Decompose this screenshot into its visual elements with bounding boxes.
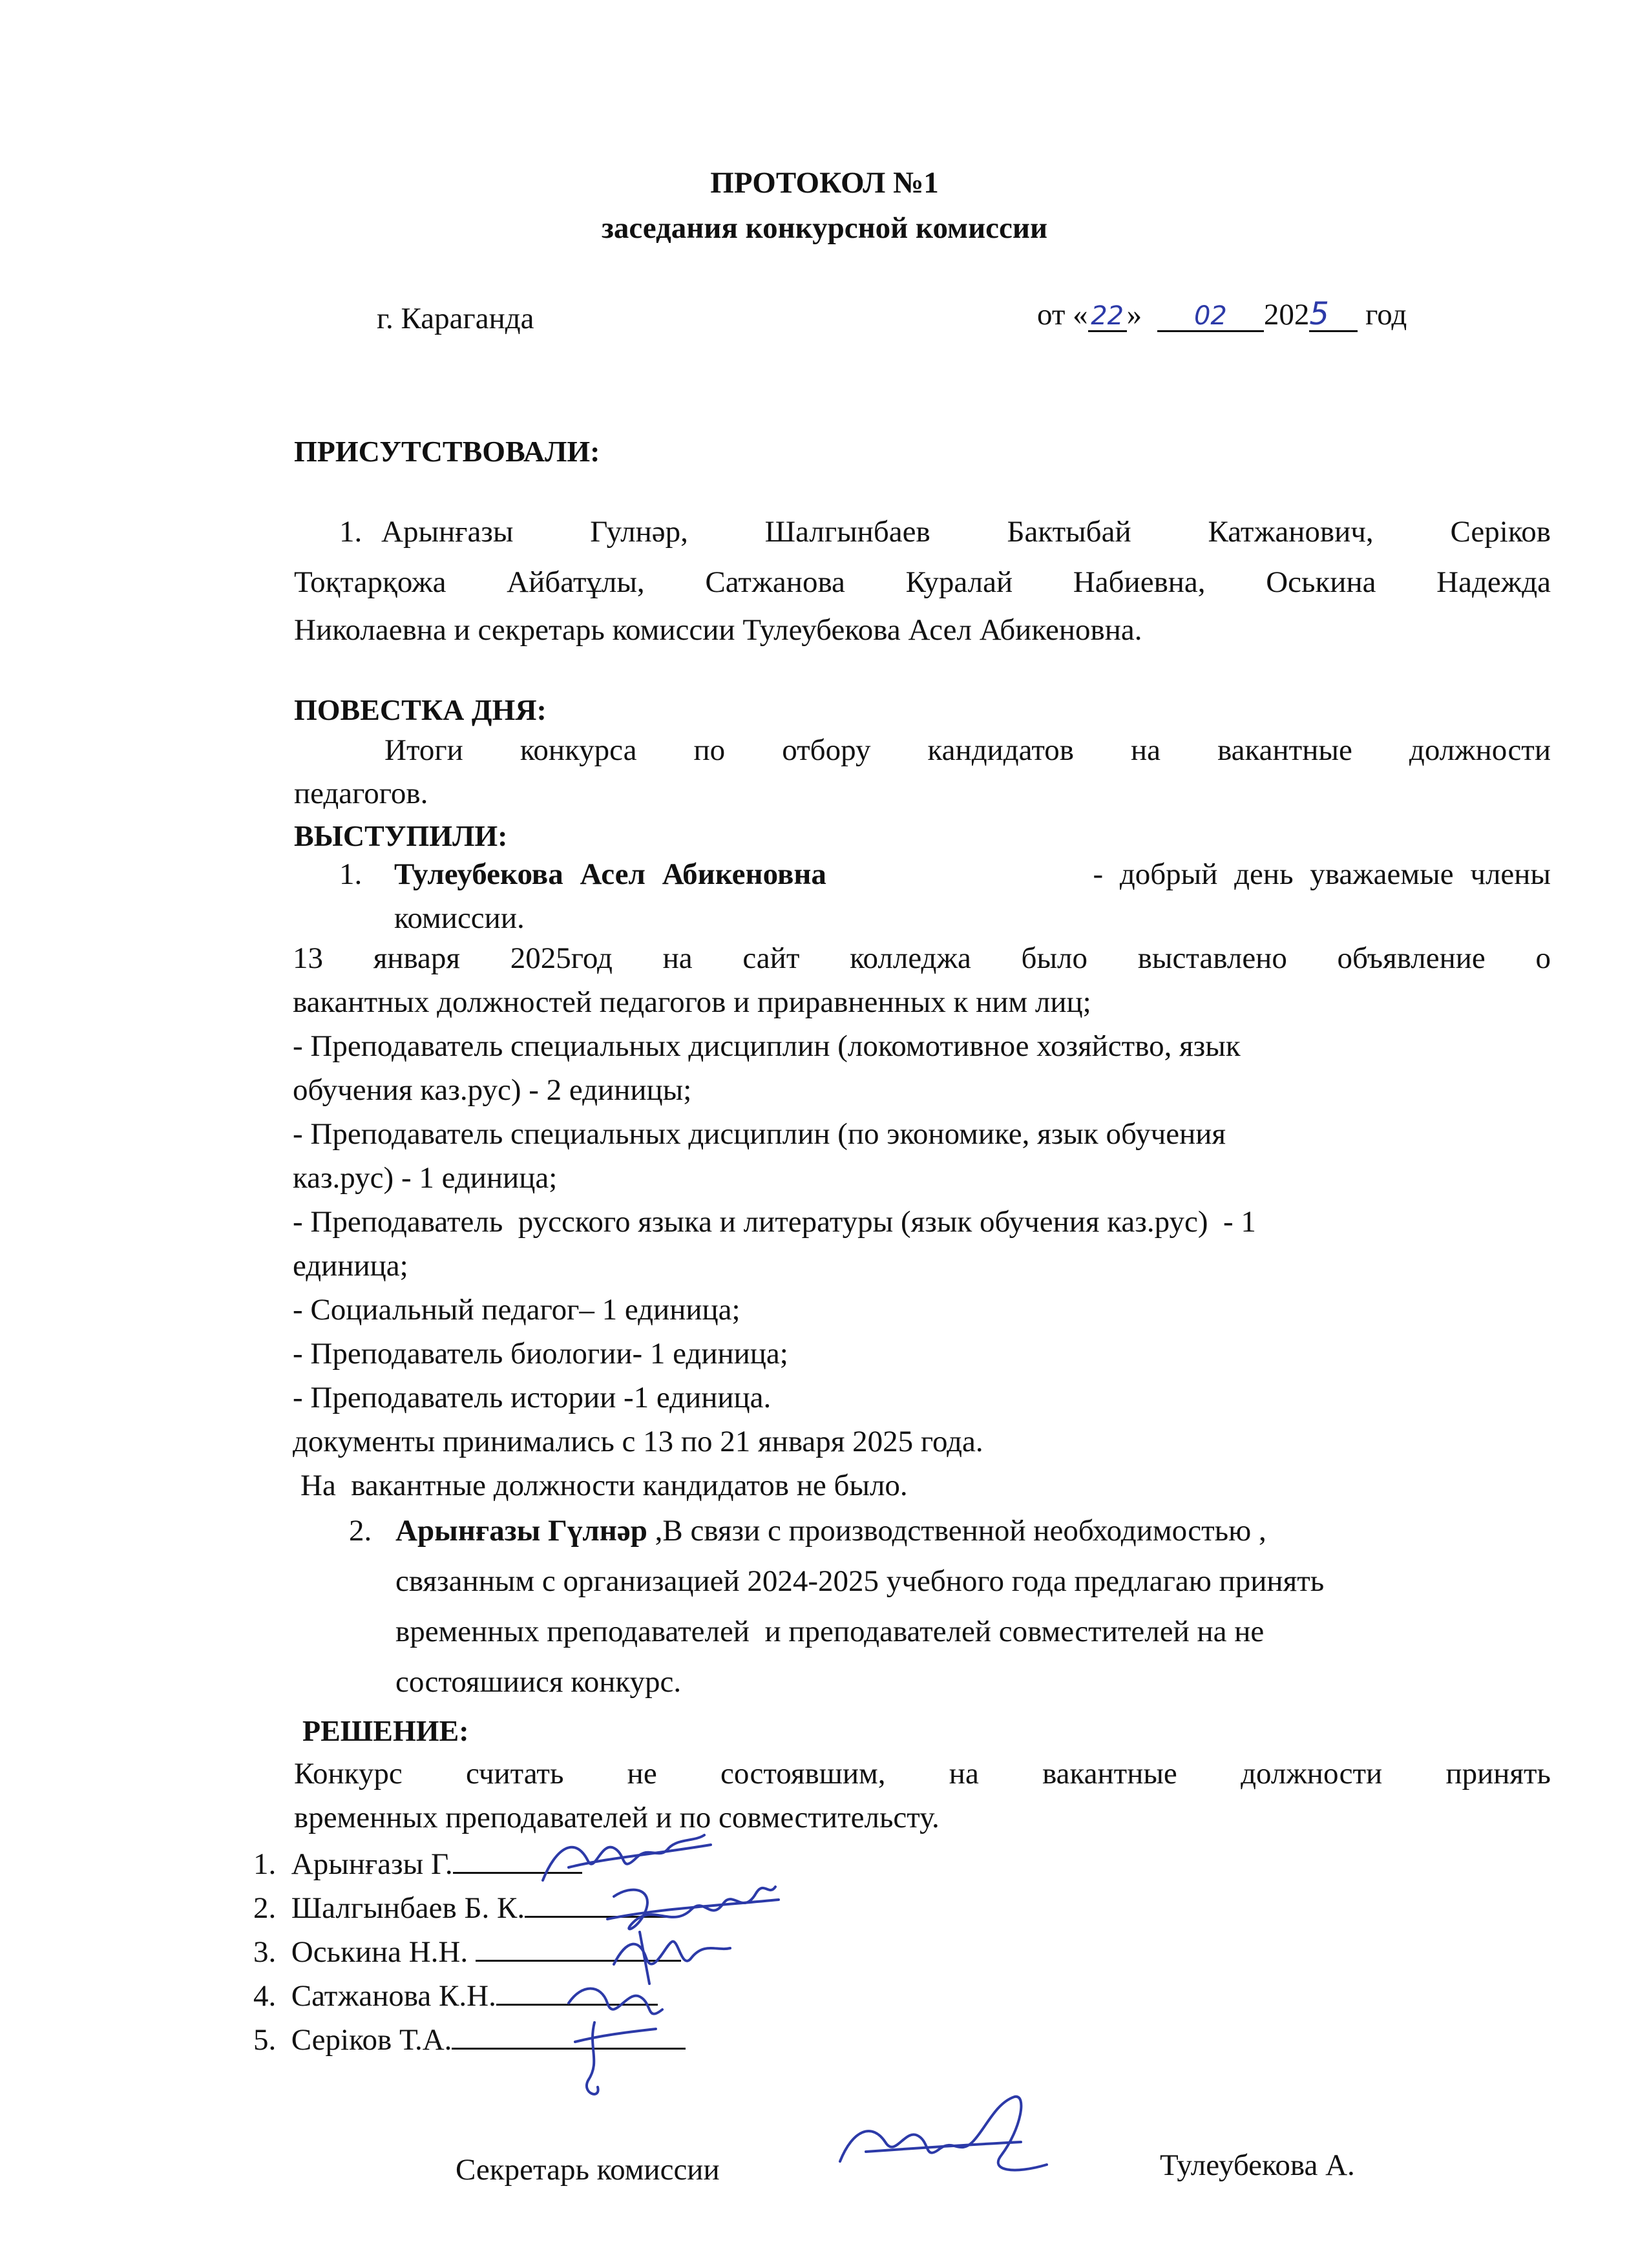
present-line-1: Арынғазы Гулнәр, Шалгынбаев Бактыбай Катжанович, Серіков [381, 515, 1551, 549]
decision-heading: РЕШЕНИЕ: [302, 1714, 469, 1747]
speaker2-text: ,В связи с производственной необходимостью , [647, 1514, 1266, 1548]
body-line-4: обучения каз.рус) - 2 единицы; [293, 1073, 692, 1107]
city: г. Караганда [377, 302, 534, 335]
signer-4-name: Сатжанова К.Н. [291, 1979, 496, 2013]
signature-4-icon [549, 1964, 678, 2106]
signer-4: 4. Сатжанова К.Н. [253, 1981, 658, 2011]
present-number: 1. [339, 515, 362, 549]
date-prefix: от « [1037, 298, 1088, 331]
signer-5-name: Серіков Т.А. [291, 2023, 452, 2057]
signer-3-name: Оськина Н.Н. [291, 1935, 468, 1969]
document-subtitle: заседания конкурсной комиссии [601, 211, 1048, 245]
date-month: 02 [1157, 300, 1264, 332]
body-line-9: - Социальный педагог– 1 единица; [293, 1293, 740, 1327]
speaker2-line-3: временных преподавателей и преподавателей совместителей на не [395, 1615, 1265, 1648]
date-mid: » [1126, 298, 1142, 331]
signer-5: 5. Серіков Т.А. [253, 2025, 686, 2055]
body-line-8: единица; [293, 1249, 408, 1283]
date-year-prefix: 202 [1263, 298, 1310, 331]
body-line-6: каз.рус) - 1 единица; [293, 1161, 558, 1195]
secretary-label: Секретарь комиссии [456, 2153, 720, 2187]
body-line-13: На вакантные должности кандидатов не было. [300, 1469, 908, 1502]
document-title: ПРОТОКОЛ №1 [710, 166, 939, 200]
speaker1-text: - добрый день уважаемые члены [1093, 857, 1551, 891]
date-year-digit: 5 [1309, 299, 1358, 332]
speaker1-line-2: комиссии. [394, 901, 525, 935]
speakers-heading: ВЫСТУПИЛИ: [294, 819, 508, 852]
body-line-12: документы принимались с 13 по 21 января 2025 года. [293, 1425, 983, 1458]
secretary-name: Тулеубекова А. [1160, 2148, 1355, 2182]
decision-line-2: временных преподавателей и по совместительсту. [294, 1801, 940, 1834]
secretary-signature-icon [827, 2090, 1060, 2187]
speaker2-line-1 [395, 1516, 1266, 1546]
date-day: 22 [1088, 300, 1127, 332]
body-line-1: 13 января 2025год на сайт колледжа было выставлено объявление о [293, 941, 1551, 975]
present-line-2: Тоқтарқожа Айбатұлы, Сатжанова Куралай Набиевна, Оськина Надежда [294, 565, 1551, 599]
agenda-heading: ПОВЕСТКА ДНЯ: [294, 693, 547, 726]
body-line-7: - Преподаватель русского языка и литературы (язык обучения каз.рус) - 1 [293, 1205, 1256, 1239]
body-line-5: - Преподаватель специальных дисциплин (по экономике, язык обучения [293, 1117, 1226, 1151]
body-line-2: вакантных должностей педагогов и приравненных к ним лиц; [293, 985, 1091, 1019]
agenda-line-1: Итоги конкурса по отбору кандидатов на вакантные должности [384, 733, 1551, 767]
speaker2-line-4: состояшиися конкурс. [395, 1665, 682, 1699]
signer-2-name: Шалгынбаев Б. К. [291, 1891, 525, 1925]
date-suffix: год [1365, 298, 1407, 331]
signer-2: 2. Шалгынбаев Б. К. [253, 1893, 673, 1924]
body-line-3: - Преподаватель специальных дисциплин (локомотивное хозяйство, язык [293, 1029, 1241, 1063]
body-line-10: - Преподаватель биологии- 1 единица; [293, 1337, 788, 1370]
speaker2-number: 2. [349, 1514, 372, 1548]
speaker1-line-1 [394, 859, 1551, 890]
speaker1-number: 1. [339, 857, 362, 891]
speaker1-name: Тулеубекова Асел Абикеновна [394, 857, 826, 891]
signer-1: 1. Арынғазы Г. [253, 1849, 582, 1880]
signer-1-name: Арынғазы Г. [291, 1847, 453, 1881]
present-line-3: Николаевна и секретарь комиссии Тулеубекова Асел Абикеновна. [294, 613, 1142, 647]
decision-line-1: Конкурс считать не состоявшим, на вакантные должности принять [294, 1757, 1551, 1790]
date-line [1037, 296, 1407, 332]
speaker2-line-2: связанным с организацией 2024-2025 учебного года предлагаю принять [395, 1564, 1325, 1598]
present-heading: ПРИСУТСТВОВАЛИ: [294, 435, 600, 468]
agenda-line-2: педагогов. [294, 777, 428, 810]
speaker2-name: Арынғазы Гүлнәр [395, 1514, 647, 1548]
body-line-11: - Преподаватель истории -1 единица. [293, 1381, 772, 1414]
signer-3: 3. Оськина Н.Н. [253, 1937, 681, 1968]
